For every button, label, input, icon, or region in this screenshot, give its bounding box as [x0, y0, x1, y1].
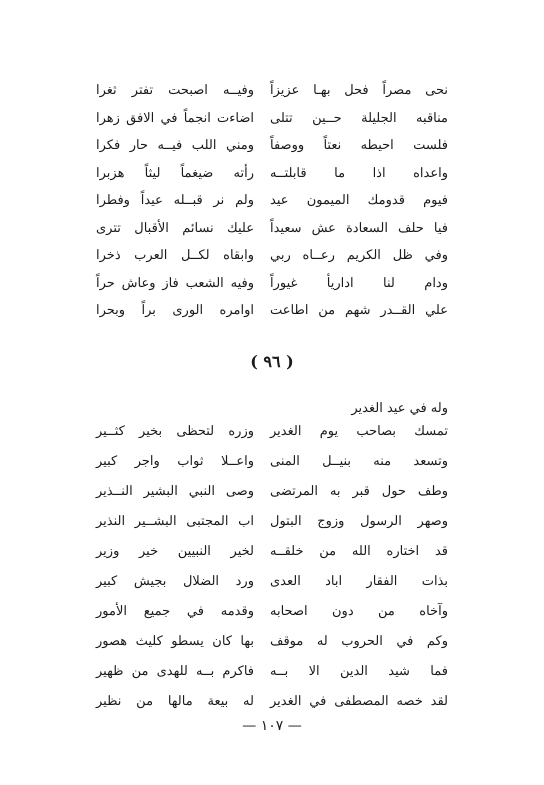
verse-line: [96, 194, 448, 222]
verse-first-hemistich: علي القــدر شهم من اطاعت: [270, 303, 448, 318]
verse-line: [96, 635, 448, 665]
verse-first-hemistich: وآخاه من دون اصحابه: [270, 604, 448, 619]
verse-line: [96, 249, 448, 277]
verse-second-hemistich: بها كان يسطو كليث هصور: [96, 634, 254, 649]
verse-line: [96, 139, 448, 167]
verse-second-hemistich: وابقاه لكــل العرب ذخرا: [96, 248, 254, 263]
verse-line: [96, 485, 448, 515]
verse-line: [96, 84, 448, 112]
verse-first-hemistich: لقد خصه المصطفى في الغدير: [270, 694, 448, 709]
verse-line: [96, 665, 448, 695]
verse-first-hemistich: مناقبه الجليلة حــين تتلى: [270, 110, 448, 126]
verse-second-hemistich: وصى النبي البشير النــذير: [96, 484, 254, 499]
verse-first-hemistich: تمسك بصاحب يوم الغدير: [270, 424, 448, 439]
verse-first-hemistich: وصهر الرسول وزوج البتول: [270, 514, 448, 529]
verse-line: [96, 112, 448, 140]
verse-first-hemistich: وكم في الحروب له موقف: [270, 634, 448, 649]
verse-second-hemistich: وفيــه اصبحت تفتر ثغرا: [96, 83, 254, 98]
verse-second-hemistich: له بيعة مالها من نظير: [96, 694, 254, 709]
verse-second-hemistich: ورد الضلال بجيش كبير: [96, 574, 254, 589]
verse-line: [96, 222, 448, 250]
poem-bottom: [96, 425, 448, 725]
verse-line: [96, 425, 448, 455]
verse-second-hemistich: رأته ضيغماً ليثاً هزبرا: [96, 165, 254, 181]
verse-line: [96, 515, 448, 545]
poem-subtitle: وله في عيد الغدير: [351, 401, 448, 416]
verse-second-hemistich: اضاءت انجماً في الافق زهرا: [96, 110, 254, 126]
verse-line: [96, 304, 448, 332]
verse-second-hemistich: عليك نسائم الأقبال تترى: [96, 220, 254, 236]
verse-first-hemistich: وطف حول قبر به المرتضى: [270, 484, 448, 499]
poem-top: [96, 84, 448, 332]
verse-first-hemistich: بذات الفقار اباد العدى: [270, 574, 448, 589]
verse-first-hemistich: قد اختاره الله من خلقــه: [270, 544, 448, 559]
verse-second-hemistich: لخير النبيين خير وزير: [96, 544, 254, 559]
verse-second-hemistich: ولم نر قبــله عيداً وفطرا: [96, 193, 254, 208]
verse-first-hemistich: وتسعد منه بنيــل المنى: [270, 454, 448, 469]
verse-second-hemistich: اوامره الورى براً وبحرا: [96, 303, 254, 318]
verse-second-hemistich: اب المجتبى البشــير النذير: [96, 514, 254, 529]
verse-line: [96, 277, 448, 305]
verse-line: [96, 167, 448, 195]
page-number: — ١٠٧ —: [242, 718, 302, 734]
verse-second-hemistich: وقدمه في جميع الأمور: [96, 604, 254, 619]
verse-first-hemistich: ودام لنا اداريأ غيوراً: [270, 275, 448, 291]
verse-first-hemistich: فيوم قدومك الميمون عيد: [270, 193, 448, 208]
verse-second-hemistich: واعــلا ثواب واجر كبير: [96, 454, 254, 469]
verse-first-hemistich: نحى مصراً فحل بهـا عزيزاً: [270, 83, 448, 98]
verse-line: [96, 455, 448, 485]
verse-first-hemistich: فيا حلف السعادة عش سعيداً: [270, 220, 448, 236]
verse-first-hemistich: وفي ظل الكريم رعــاه ربي: [270, 248, 448, 263]
verse-first-hemistich: فما شيد الدين الا بــه: [270, 664, 448, 679]
verse-line: [96, 545, 448, 575]
verse-second-hemistich: فاكرم بــه للهدى من ظهير: [96, 664, 254, 679]
verse-line: [96, 575, 448, 605]
verse-first-hemistich: واعداه اذا ما قابلتــه: [270, 165, 448, 181]
verse-first-hemistich: فلست احيطه نعتاً ووصفاً: [270, 138, 448, 153]
section-number: ( ٩٦ ): [250, 352, 294, 371]
verse-second-hemistich: ومني اللب فيــه حار فكرا: [96, 138, 254, 153]
verse-second-hemistich: وفيه الشعب فاز وعاش حراً: [96, 275, 254, 291]
verse-line: [96, 605, 448, 635]
verse-second-hemistich: وزره لتحظى بخير كثــير: [96, 424, 254, 439]
